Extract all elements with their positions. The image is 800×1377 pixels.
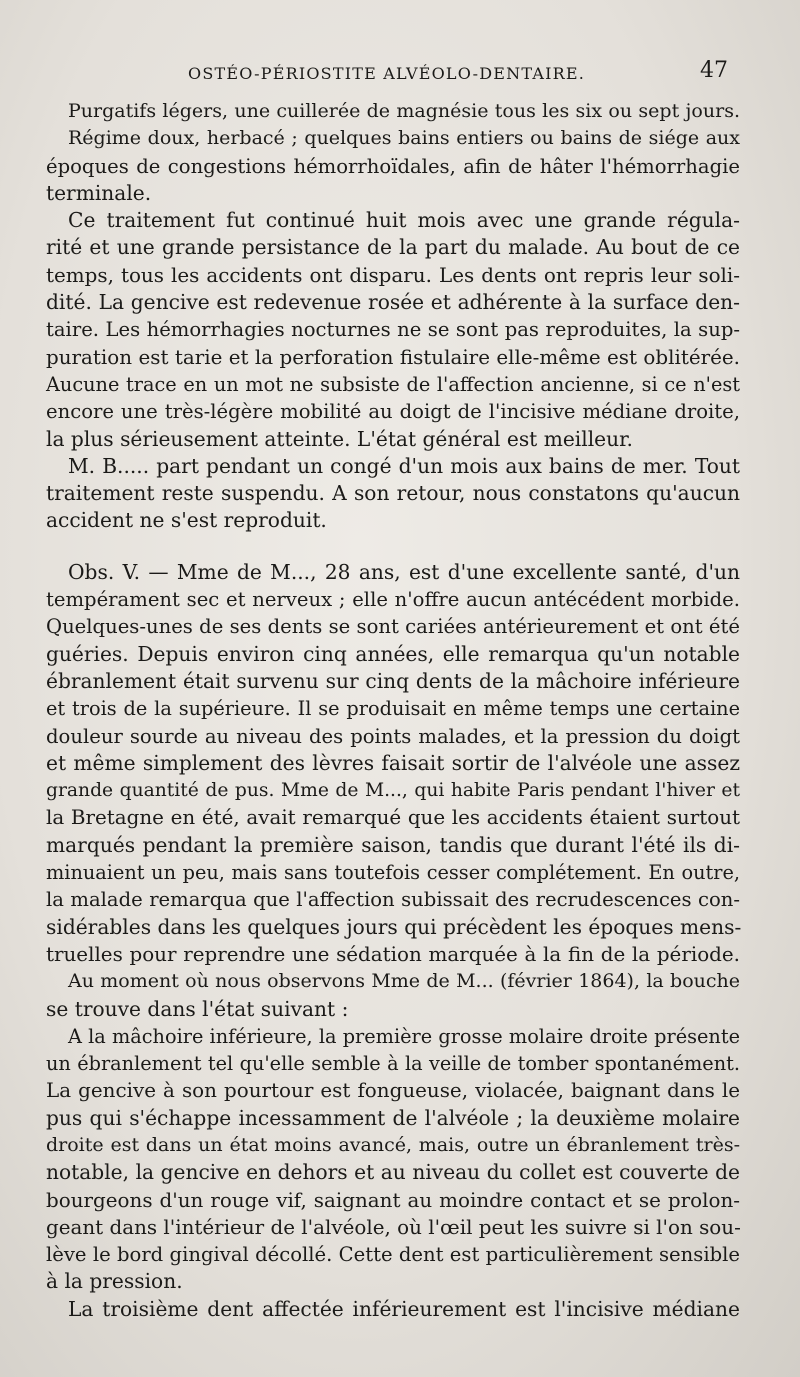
text-line: tempérament sec et nerveux ; elle n'offre aucun antécédent morbide. [46,588,740,612]
text-line: la plus sérieusement atteinte. L'état général est meilleur. [46,426,633,451]
text-line: truelles pour reprendre une sédation marquée à la fin de la période. [46,942,740,966]
text-line: A la mâchoire inférieure, la première grosse molaire droite présente [68,1024,740,1048]
page-header [0,58,800,88]
text-line: droite est dans un état moins avancé, mais, outre un ébranlement très- [46,1133,740,1156]
text-line: un ébranlement tel qu'elle semble à la veille de tomber spontanément. [46,1052,740,1076]
text-line: se trouve dans l'état suivant : [46,996,349,1021]
text-line: temps, tous les accidents ont disparu. Les dents ont repris leur soli- [46,263,740,287]
running-title: OSTÉO-PÉRIOSTITE ALVÉOLO-DENTAIRE. [188,64,586,83]
text-line: douleur sourde au niveau des points malades, et la pression du doigt [46,724,740,748]
page-number: 47 [700,58,728,83]
text-line: geant dans l'intérieur de l'alvéole, où l'œil peut les suivre si l'on sou- [46,1215,741,1239]
text-line: à la pression. [46,1269,183,1294]
text-line: Aucune trace en un mot ne subsiste de l'affection ancienne, si ce n'est [46,372,740,396]
text-line: La gencive à son pourtour est fongueuse, violacée, baignant dans le [46,1079,740,1103]
text-line: rité et une grande persistance de la part du malade. Au bout de ce [46,235,740,260]
text-line: minuaient un peu, mais sans toutefois cesser complétement. En outre, [46,861,740,885]
text-line: Ce traitement fut continué huit mois avec une grande régula- [68,208,740,233]
text-line: Au moment où nous observons Mme de M... (février 1864), la bouche [68,970,740,993]
text-line: et même simplement des lèvres faisait sortir de l'alvéole une assez [46,750,740,775]
body-text [46,98,740,1323]
paragraph-gap [46,535,740,559]
text-line: marqués pendant la première saison, tandis que durant l'été ils di- [46,832,740,857]
text-line: accident ne s'est reproduit. [46,508,327,533]
text-line: M. B..... part pendant un congé d'un mois aux bains de mer. Tout [68,453,740,478]
text-line: sidérables dans les quelques jours qui précèdent les époques mens- [46,914,742,939]
text-line: la Bretagne en été, avait remarqué que les accidents étaient surtout [46,806,740,830]
text-line: La troisième dent affectée inférieurement est l'incisive médiane [68,1296,740,1321]
text-line: guéries. Depuis environ cinq années, elle remarqua qu'un notable [46,641,740,666]
text-line: bourgeons d'un rouge vif, saignant au moindre contact et se prolon- [46,1188,740,1212]
text-line: puration est tarie et la perforation fistulaire elle-même est oblitérée. [46,345,740,369]
text-line: dité. La gencive est redevenue rosée et adhérente à la surface den- [46,290,740,315]
text-line: et trois de la supérieure. Il se produisait en même temps une certaine [46,697,740,721]
text-line: lève le bord gingival décollé. Cette dent est particulièrement sensible [46,1243,740,1267]
text-line: Purgatifs légers, une cuillerée de magnésie tous les six ou sept jours. [68,100,740,122]
text-line: la malade remarqua que l'affection subissait des recrudescences con- [46,888,740,912]
text-line: traitement reste suspendu. A son retour, nous constatons qu'aucun [46,481,740,506]
text-line: Quelques-unes de ses dents se sont cariées antérieurement et ont été [46,615,740,639]
text-line: encore une très-légère mobilité au doigt de l'incisive médiane droite, [46,400,740,424]
text-line: Obs. V. — Mme de M..., 28 ans, est d'une excellente santé, d'un [68,559,740,584]
text-line: grande quantité de pus. Mme de M..., qui habite Paris pendant l'hiver et [46,780,740,802]
text-line: époques de congestions hémorrhoïdales, afin de hâter l'hémorrhagie [46,154,740,178]
text-line: pus qui s'échappe incessamment de l'alvéole ; la deuxième molaire [46,1105,740,1130]
text-line: terminale. [46,180,152,205]
text-line: Régime doux, herbacé ; quelques bains entiers ou bains de siége aux [68,127,740,150]
text-line: ébranlement était survenu sur cinq dents de la mâchoire inférieure [46,668,740,693]
text-line: taire. Les hémorrhagies nocturnes ne se sont pas reproduites, la sup- [46,318,740,342]
text-line: notable, la gencive en dehors et au niveau du collet est couverte de [46,1160,740,1185]
